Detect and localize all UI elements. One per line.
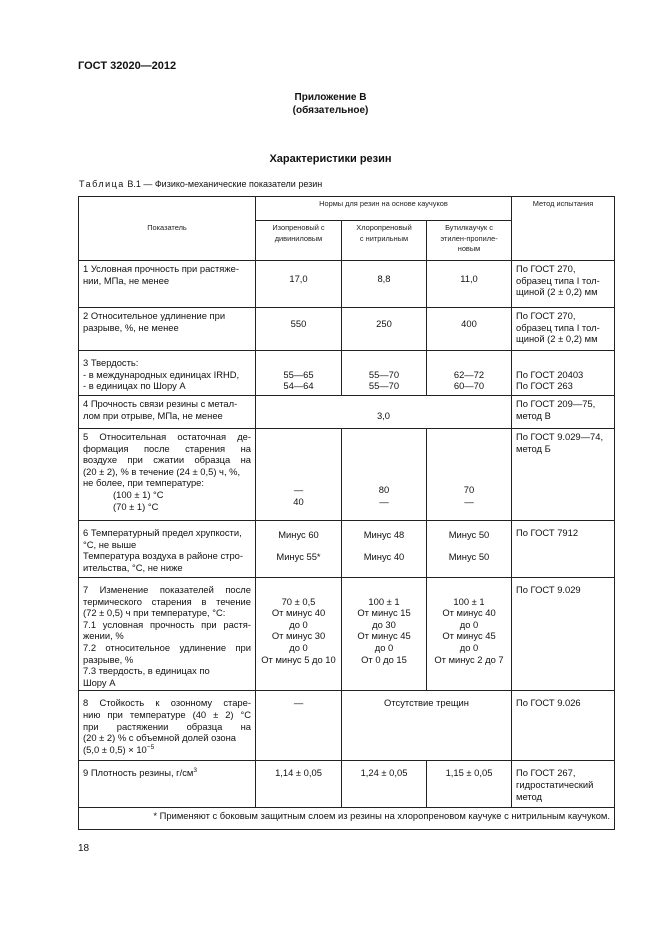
table-footnote-row	[79, 808, 615, 830]
row2-method: По ГОСТ 270, образец типа I тол- щиной (2 ± 0,2) мм	[512, 308, 615, 351]
table-header-row	[79, 197, 615, 221]
row6-chloroprene: Минус 48 Минус 40	[342, 521, 427, 578]
table-caption-prefix: Таблица	[79, 179, 125, 189]
row3-chloroprene: 55—70 55—70	[342, 351, 427, 396]
table-row	[79, 351, 615, 396]
table-row	[79, 308, 615, 351]
section-title: Характеристики резин	[269, 153, 392, 165]
row8-method: По ГОСТ 9.026	[512, 691, 615, 761]
row2-chloroprene: 250	[342, 308, 427, 351]
row3-method: По ГОСТ 20403 По ГОСТ 263	[512, 351, 615, 396]
row5-chloroprene: 80 —	[342, 429, 427, 521]
appendix-status: (обязательное)	[292, 105, 369, 116]
table-row	[79, 578, 615, 691]
row5-method: По ГОСТ 9.029—74, метод Б	[512, 429, 615, 521]
row6-butyl: Минус 50 Минус 50	[427, 521, 512, 578]
row4-value: 3,0	[256, 396, 512, 429]
row5-isoprene: — 40	[256, 429, 342, 521]
page-number: 18	[78, 843, 90, 854]
row7-method: По ГОСТ 9.029	[512, 578, 615, 691]
row7-isoprene: 70 ± 0,5 От минус 40 до 0 От минус 30 до 0 От минус 5 до 10	[256, 578, 342, 691]
row8-indicator: 8 Стойкость к озонному старе- нию при температуре (40 ± 2) °С при растяжении образца на (20 ± 2) % с объемной долей озона $(5,0 \pm 0,5) \times 10^{-5}$	[79, 691, 256, 761]
row7-indicator: 7 Изменение показателей после термического старения в течение (72 ± 0,5) ч при температуре, °С: 7.1 условная прочность при растя- жении, % 7.2 относительное удлинение при разрыве, % 7.3 твердость, в единицах по Шору А	[79, 578, 256, 691]
row6-isoprene: Минус 60 Минус 55*	[256, 521, 342, 578]
row9-butyl: 1,15 ± 0,05	[427, 761, 512, 808]
row7-chloroprene: 100 ± 1 От минус 15 до 30 От минус 45 до 0 От 0 до 15	[342, 578, 427, 691]
row8-merged-result: Отсутствие трещин	[342, 691, 512, 761]
table-footnote: * Применяют с боковым защитным слоем из резины на хлоропреновом каучуке с нитрильным каучуком.	[79, 808, 615, 830]
row2-isoprene: 550	[256, 308, 342, 351]
row7-butyl: 100 ± 1 От минус 40 до 0 От минус 45 до 0 От минус 2 до 7	[427, 578, 512, 691]
table-row	[79, 429, 615, 521]
row2-butyl: 400	[427, 308, 512, 351]
col-header-isoprene: Изопреновый с дивиниловым	[256, 221, 342, 261]
row1-indicator: 1 Условная прочность при растяже- нии, МПа, не менее	[79, 261, 256, 308]
col-header-indicator: Показатель	[79, 197, 256, 261]
row5-butyl: 70 —	[427, 429, 512, 521]
row5-indicator: 5 Относительная остаточная де- формация после старения на воздухе при сжатии образца на (20 ± 2), % в течение (24 ± 0,5) ч, %, не более, при температуре: (100 ± 1) °С (70 ± 1) °С	[79, 429, 256, 521]
table-row	[79, 261, 615, 308]
col-header-chloroprene: Хлоропреновый с нитрильным	[342, 221, 427, 261]
table-row	[79, 691, 615, 761]
table-caption-number: В.1	[127, 179, 141, 189]
row3-indicator: 3 Твердость: - в международных единицах IRHD, - в единицах по Шору А	[79, 351, 256, 396]
row1-method: По ГОСТ 270, образец типа I тол- щиной (2 ± 0,2) мм	[512, 261, 615, 308]
row4-indicator: 4 Прочность связи резины с метал- лом при отрыве, МПа, не менее	[79, 396, 256, 429]
table-row	[79, 761, 615, 808]
row6-indicator: 6 Температурный предел хрупкости, °С, не выше Температура воздуха в районе стро- ительства, °С, не ниже	[79, 521, 256, 578]
row9-isoprene: 1,14 ± 0,05	[256, 761, 342, 808]
col-header-butyl: Бутилкаучук с этилен-пропиле- новым	[427, 221, 512, 261]
row9-method: По ГОСТ 267, гидростатический метод	[512, 761, 615, 808]
row3-butyl: 62—72 60—70	[427, 351, 512, 396]
appendix-title: Приложение В	[294, 92, 367, 103]
row2-indicator: 2 Относительное удлинение при разрыве, %, не менее	[79, 308, 256, 351]
row1-chloroprene: 8,8	[342, 261, 427, 308]
properties-table	[78, 196, 615, 830]
table-caption-text: — Физико-механические показатели резин	[143, 179, 323, 189]
row9-chloroprene: 1,24 ± 0,05	[342, 761, 427, 808]
table-row	[79, 521, 615, 578]
row1-butyl: 11,0	[427, 261, 512, 308]
row9-indicator: 9 Плотность резины, $г/см^3$	[79, 761, 256, 808]
col-header-method: Метод испытания	[512, 197, 615, 261]
row8-isoprene: —	[256, 691, 342, 761]
table-row	[79, 396, 615, 429]
row4-method: По ГОСТ 209—75, метод В	[512, 396, 615, 429]
document-header: ГОСТ 32020—2012	[78, 60, 177, 72]
col-header-norms: Нормы для резин на основе каучуков	[256, 197, 512, 221]
table-caption	[79, 179, 322, 189]
row6-method: По ГОСТ 7912	[512, 521, 615, 578]
row1-isoprene: 17,0	[256, 261, 342, 308]
row3-isoprene: 55—65 54—64	[256, 351, 342, 396]
